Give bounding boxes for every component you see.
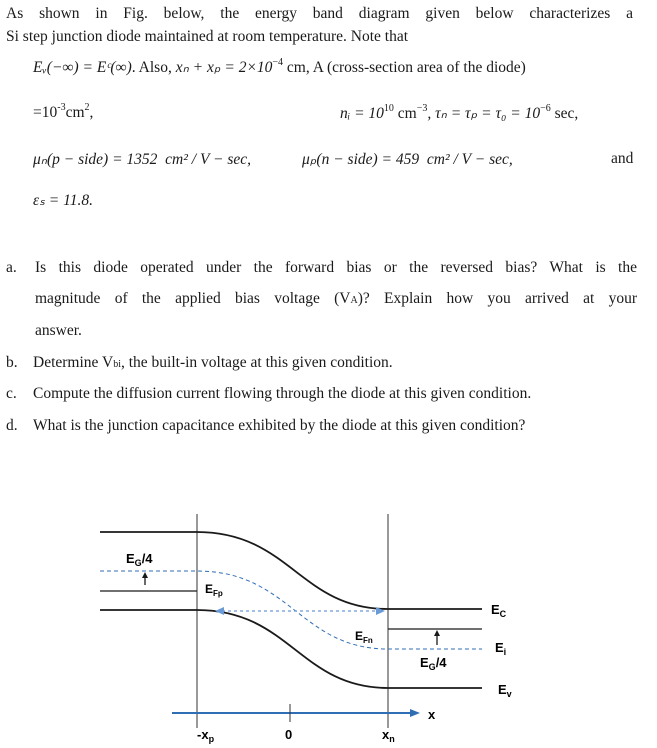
question-a-line-2: magnitude of the applied bias voltage (VA)? Explain how you arrived at your — [35, 290, 638, 307]
x-sum-unit: cm, A (cross-section area of the diode) — [286, 59, 526, 76]
question-b-text: Determine Vbi, the built-in voltage at this given condition. — [33, 354, 393, 371]
intro-line-2: Si step junction diode maintained at room temperature. Note that — [6, 28, 409, 45]
and-text: and — [611, 150, 634, 167]
question-b-label: b. — [6, 354, 18, 371]
ev-label: $E_v$ — [498, 682, 512, 699]
x-axis-label: x — [428, 707, 436, 722]
question-a-line-1: Is this diode operated under the forward bias or the reversed bias? What is the — [35, 259, 637, 276]
also-text: . Also, — [131, 59, 172, 76]
question-d-text: What is the junction capacitance exhibited by the diode at this given condition? — [33, 417, 526, 434]
question-c-label: c. — [6, 385, 17, 402]
efn-label: $E_{Fn}$ — [355, 629, 373, 645]
ev-equation: Eᵥ(−∞) = Eᶜ(∞) — [33, 59, 132, 76]
fermi-arrow-left-head — [215, 607, 224, 615]
question-d-label: d. — [6, 417, 18, 434]
tick-label-xn: $x_n$ — [382, 727, 395, 744]
x-sum-exp: −4 — [272, 57, 284, 68]
question-c-text: Compute the diffusion current flowing through the diode at this given condition. — [33, 385, 532, 402]
ec-label: $E_C$ — [491, 602, 507, 619]
eg4-right-label: $E_G/4$ — [420, 655, 447, 672]
efp-label: $E_{Fp}$ — [205, 582, 223, 598]
intro-line-1: As shown in Fig. below, the energy band diagram given below characterizes a — [6, 5, 633, 22]
mobility-p: μₚ(n − side) = 459 cm² / V − sec, — [302, 151, 513, 168]
x-axis-arrowhead — [410, 709, 420, 717]
question-a-label: a. — [6, 259, 17, 276]
mobility-n: μₙ(p − side) = 1352 cm² / V − sec, — [33, 151, 252, 168]
x-sum: xₙ + xₚ = 2×10 — [175, 59, 273, 76]
question-a-line-3: answer. — [35, 322, 82, 339]
permittivity: εₛ = 11.8. — [33, 192, 93, 209]
tick-label-origin: 0 — [285, 727, 293, 742]
eg4-left-label: $E_G/4$ — [126, 551, 153, 568]
ei-label: $E_i$ — [495, 640, 507, 657]
ni-tau-text: nᵢ = $10^{10}$ $cm^{-3}$, $\tau_n = \tau_p = \tau_0 = 10^{-6}$ sec, — [340, 103, 579, 122]
area-text: $=10^{-3}cm^2$, — [33, 102, 94, 121]
tick-label-xp: $-x_p$ — [197, 727, 215, 744]
